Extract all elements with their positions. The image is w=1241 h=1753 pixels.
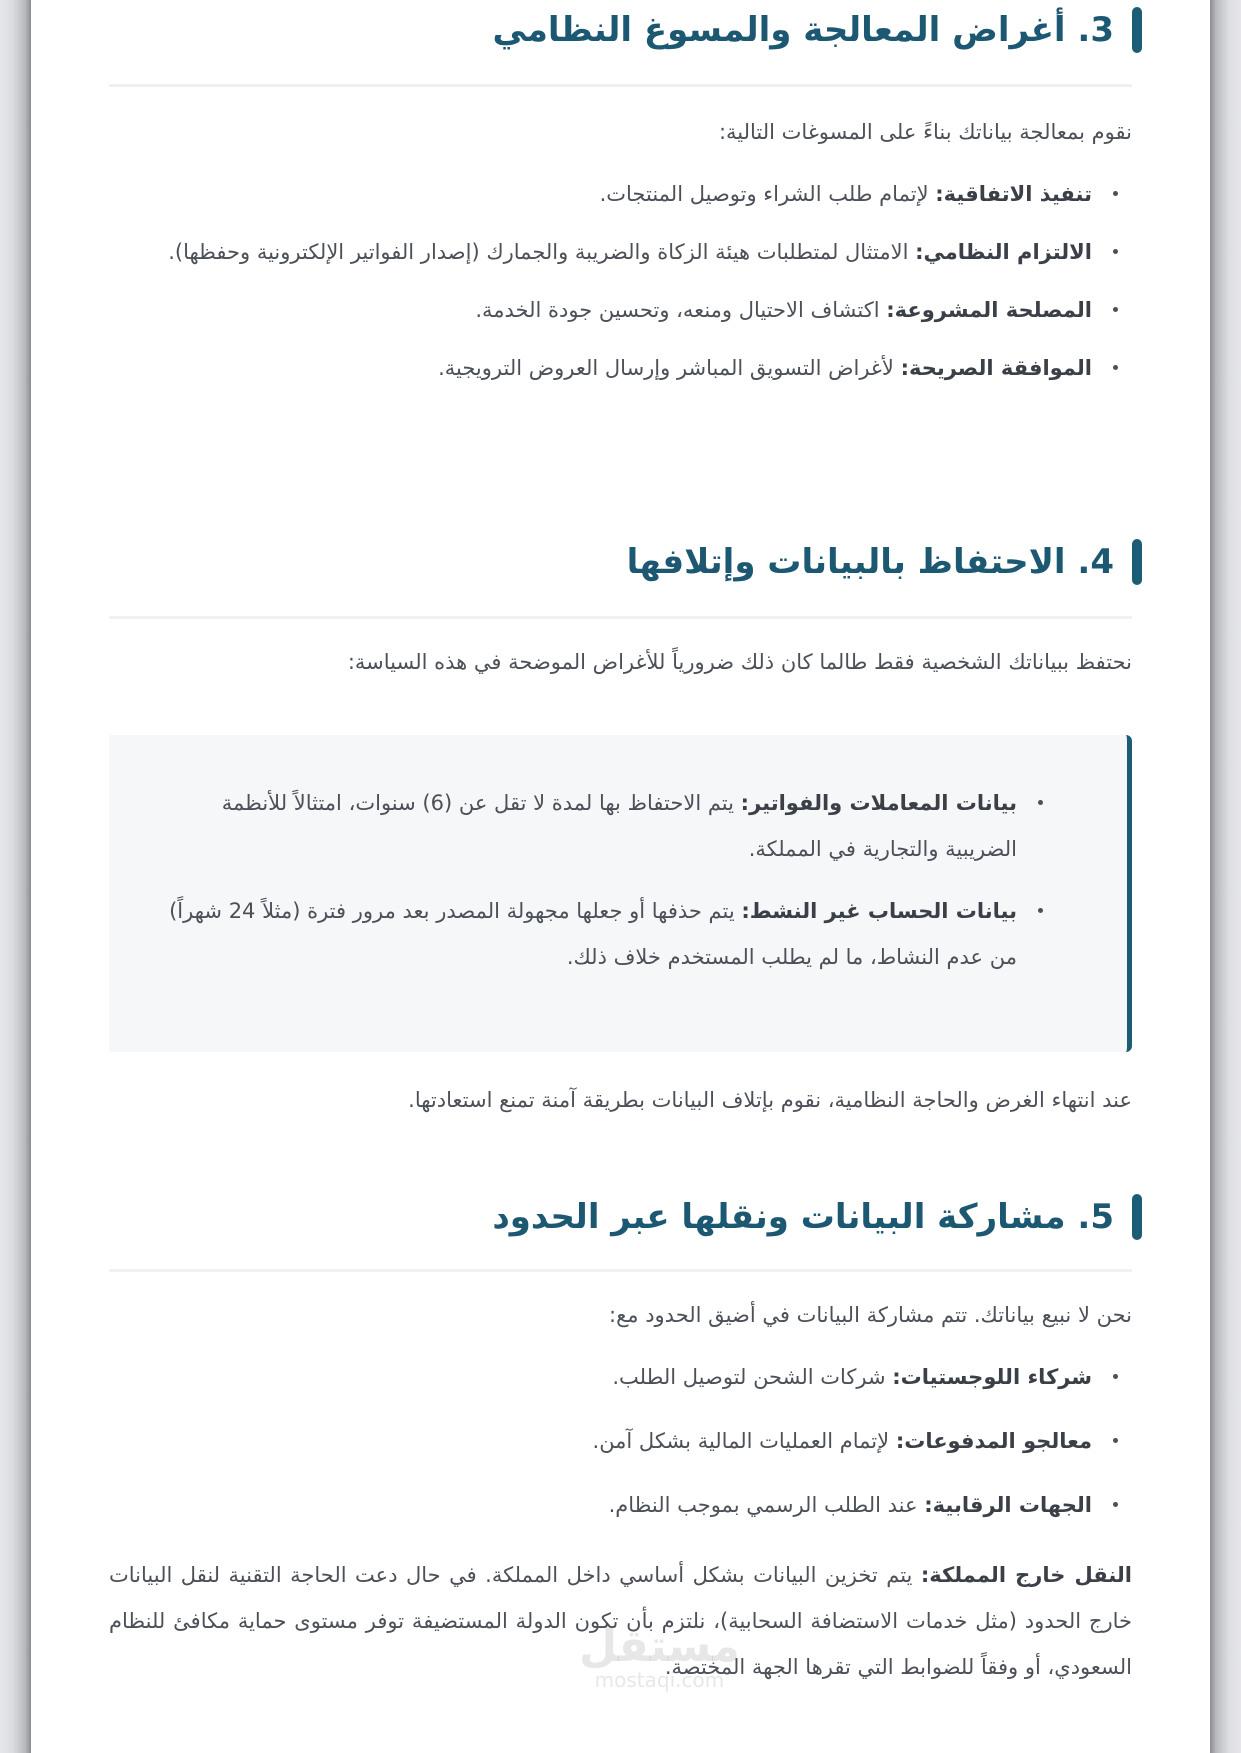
heading-accent-bar [1132,1194,1142,1240]
heading-accent-bar [1132,7,1142,53]
bullet-icon [1038,800,1043,805]
list-item [149,888,1057,980]
list-item-text: يتم حذفها أو جعلها مجهولة المصدر بعد مرور فترة (مثلاً 24 شهراً) من عدم النشاط، ما لم يطلب المستخدم خلاف ذلك. [169,899,1017,969]
section-4-title: 4. الاحتفاظ بالبيانات وإتلافها [626,542,1114,582]
section-divider [109,616,1132,619]
section-3-intro: نقوم بمعالجة بياناتك بناءً على المسوغات التالية: [718,120,1132,144]
section-5-list [109,1354,1132,1528]
bullet-icon [1038,908,1043,913]
retention-list [149,780,1057,980]
list-item [109,1482,1132,1528]
section-3-heading [109,2,1132,58]
list-item-term: الموافقة الصريحة: [900,356,1092,380]
list-item-text: اكتشاف الاحتيال ومنعه، وتحسين جودة الخدمة. [475,298,887,322]
section-3-list [109,171,1132,391]
list-item [109,287,1132,333]
bullet-icon [1113,307,1118,312]
section-5 [109,1189,1132,1690]
list-item-term: تنفيذ الاتفاقية: [935,182,1092,206]
list-item-text: لإتمام العمليات المالية بشكل آمن. [592,1429,896,1453]
section-4 [109,534,1132,685]
section-3-title: 3. أغراض المعالجة والمسوغ النظامي [492,10,1114,50]
list-item-term: شركاء اللوجستيات: [892,1365,1092,1389]
section-5-intro: نحن لا نبيع بياناتك. تتم مشاركة البيانات في أضيق الحدود مع: [609,1303,1132,1327]
list-item [109,171,1132,217]
list-item [109,1418,1132,1464]
bullet-icon [1113,1374,1118,1379]
transfer-term: النقل خارج المملكة: [920,1563,1132,1587]
section-divider [109,84,1132,87]
list-item-term: الجهات الرقابية: [924,1493,1092,1517]
watermark-arabic: مستقل [579,1621,740,1672]
section-4-heading [109,534,1132,590]
bullet-icon [1113,365,1118,370]
bullet-icon [1113,191,1118,196]
list-item [149,780,1057,872]
list-item-text: لأغراض التسويق المباشر وإرسال العروض الترويجية. [438,356,901,380]
section-4-outro: عند انتهاء الغرض والحاجة النظامية، نقوم بإتلاف البيانات بطريقة آمنة تمنع استعادتها. [408,1088,1132,1112]
page-shadow-right [1210,0,1241,1753]
list-item-term: معالجو المدفوعات: [895,1429,1092,1453]
list-item-term: بيانات الحساب غير النشط: [741,899,1017,923]
section-divider [109,1269,1132,1272]
bullet-icon [1113,1502,1118,1507]
bullet-icon [1113,249,1118,254]
heading-accent-bar [1132,539,1142,585]
cross-border-transfer [109,1552,1132,1690]
list-item [109,229,1132,275]
section-3 [109,0,1132,391]
list-item-term: المصلحة المشروعة: [886,298,1092,322]
list-item-text: الامتثال لمتطلبات هيئة الزكاة والضريبة والجمارك (إصدار الفواتير الإلكترونية وحفظها). [168,240,916,264]
list-item-text: لإتمام طلب الشراء وتوصيل المنتجات. [599,182,936,206]
watermark-latin: mostaqi.com [594,1668,725,1692]
list-item-text: شركات الشحن لتوصيل الطلب. [612,1365,893,1389]
list-item-term: الالتزام النظامي: [915,240,1092,264]
list-item [109,1354,1132,1400]
document-page [31,0,1210,1753]
list-item [109,345,1132,391]
list-item-text: يتم الاحتفاظ بها لمدة لا تقل عن (6) سنوات، امتثالاً للأنظمة الضريبية والتجارية في المملكة. [221,791,1017,861]
section-5-heading [109,1189,1132,1245]
page-shadow-left [0,0,31,1753]
section-4-intro: نحتفظ ببياناتك الشخصية فقط طالما كان ذلك ضرورياً للأغراض الموضحة في هذه السياسة: [347,650,1132,674]
bullet-icon [1113,1438,1118,1443]
transfer-text: يتم تخزين البيانات بشكل أساسي داخل المملكة. في حال دعت الحاجة التقنية لنقل البيانات خارج الحدود (مثل خدمات الاستضافة السحابية)، نلتزم بأن تكون الدولة المستضيفة توفر مستوى حماية مكافئ للنظام السعودي، أو وفقاً للضوابط التي تقرها الجهة المختصة. [109,1563,1132,1679]
section-5-title: 5. مشاركة البيانات ونقلها عبر الحدود [492,1197,1114,1237]
list-item-text: عند الطلب الرسمي بموجب النظام. [608,1493,925,1517]
retention-callout [109,735,1132,1052]
list-item-term: بيانات المعاملات والفواتير: [740,791,1017,815]
